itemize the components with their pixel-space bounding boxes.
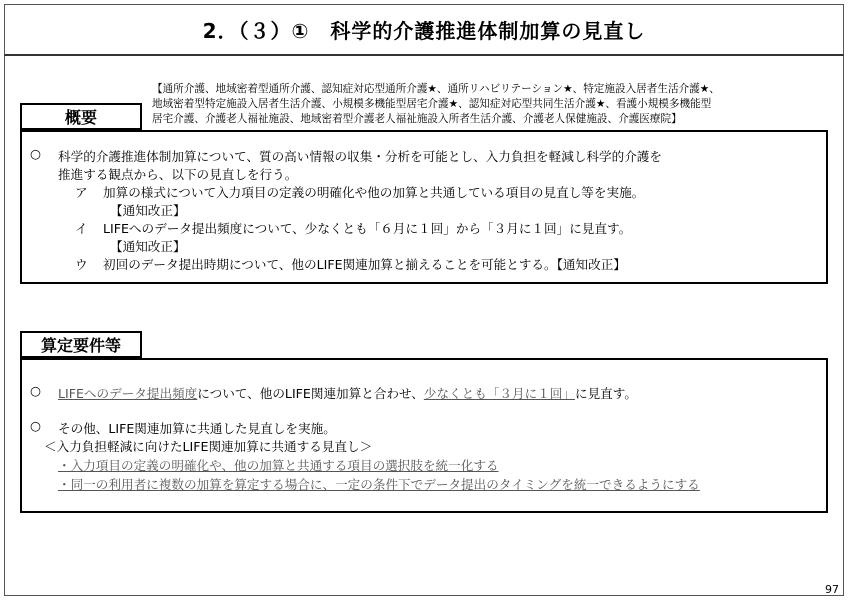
page-number: 97 <box>825 583 839 596</box>
bullet-icon: ○ <box>30 418 41 433</box>
bullet-icon: ○ <box>30 383 41 398</box>
item-text: LIFEへのデータ提出頻度について、少なくとも「６月に１回」から「３月に１回」に見直す。 <box>103 221 632 236</box>
bullet-icon: ○ <box>30 146 41 161</box>
item-text: 初回のデータ提出時期について、他のLIFE関連加算と揃えることを可能とする。【通知改正】 <box>103 257 626 272</box>
underlined-text: LIFEへのデータ提出頻度 <box>58 386 198 401</box>
plain-text: に見直す。 <box>574 386 637 401</box>
target-services <box>152 82 842 127</box>
requirement-subheading: ＜入力負担軽減に向けたLIFE関連加算に共通する見直し＞ <box>44 439 373 454</box>
item-note: 【通知改正】 <box>110 203 186 218</box>
services-line: 【通所介護、地域密着型通所介護、認知症対応型通所介護★、通所リハビリテーション★、特定施設入居者生活介護★、 <box>152 83 720 95</box>
item-note: 【通知改正】 <box>110 239 186 254</box>
title-bar <box>4 4 844 56</box>
services-line: 地域密着型特定施設入居者生活介護、小規模多機能型居宅介護★、認知症対応型共同生活介護★、看護小規模多機能型 <box>152 98 712 110</box>
requirement-point: ・入力項目の定義の明確化や、他の加算と共通する項目の選択肢を統一化する <box>58 458 499 473</box>
item-mark: イ <box>75 221 88 236</box>
page-title: 2．（３）① 科学的介護推進体制加算の見直し <box>202 19 646 43</box>
item-mark: ウ <box>75 257 88 272</box>
requirement-point: ・同一の利用者に複数の加算を算定する場合に、一定の条件下でデータ提出のタイミングを統一できるようにする <box>58 477 700 492</box>
overview-intro: 科学的介護推進体制加算について、質の高い情報の収集・分析を可能とし、入力負担を軽減し科学的介護を <box>58 149 662 164</box>
item-text: 加算の様式について入力項目の定義の明確化や他の加算と共通している項目の見直し等を実施。 <box>103 185 645 200</box>
plain-text: について、他のLIFE関連加算と合わせ、 <box>197 386 424 401</box>
requirement-item-2: その他、LIFE関連加算に共通した見直しを実施。 <box>58 421 336 436</box>
services-line: 居宅介護、介護老人福祉施設、地域密着型介護老人福祉施設入所者生活介護、介護老人保健施設、介護医療院】 <box>152 113 682 125</box>
item-mark: ア <box>75 185 88 200</box>
overview-intro: 推進する観点から、以下の見直しを行う。 <box>58 167 298 182</box>
overview-heading: 概要 <box>20 103 142 130</box>
requirements-heading: 算定要件等 <box>20 331 142 358</box>
requirement-item-1 <box>58 383 637 402</box>
underlined-text: 少なくとも「３月に１回」 <box>423 386 575 401</box>
